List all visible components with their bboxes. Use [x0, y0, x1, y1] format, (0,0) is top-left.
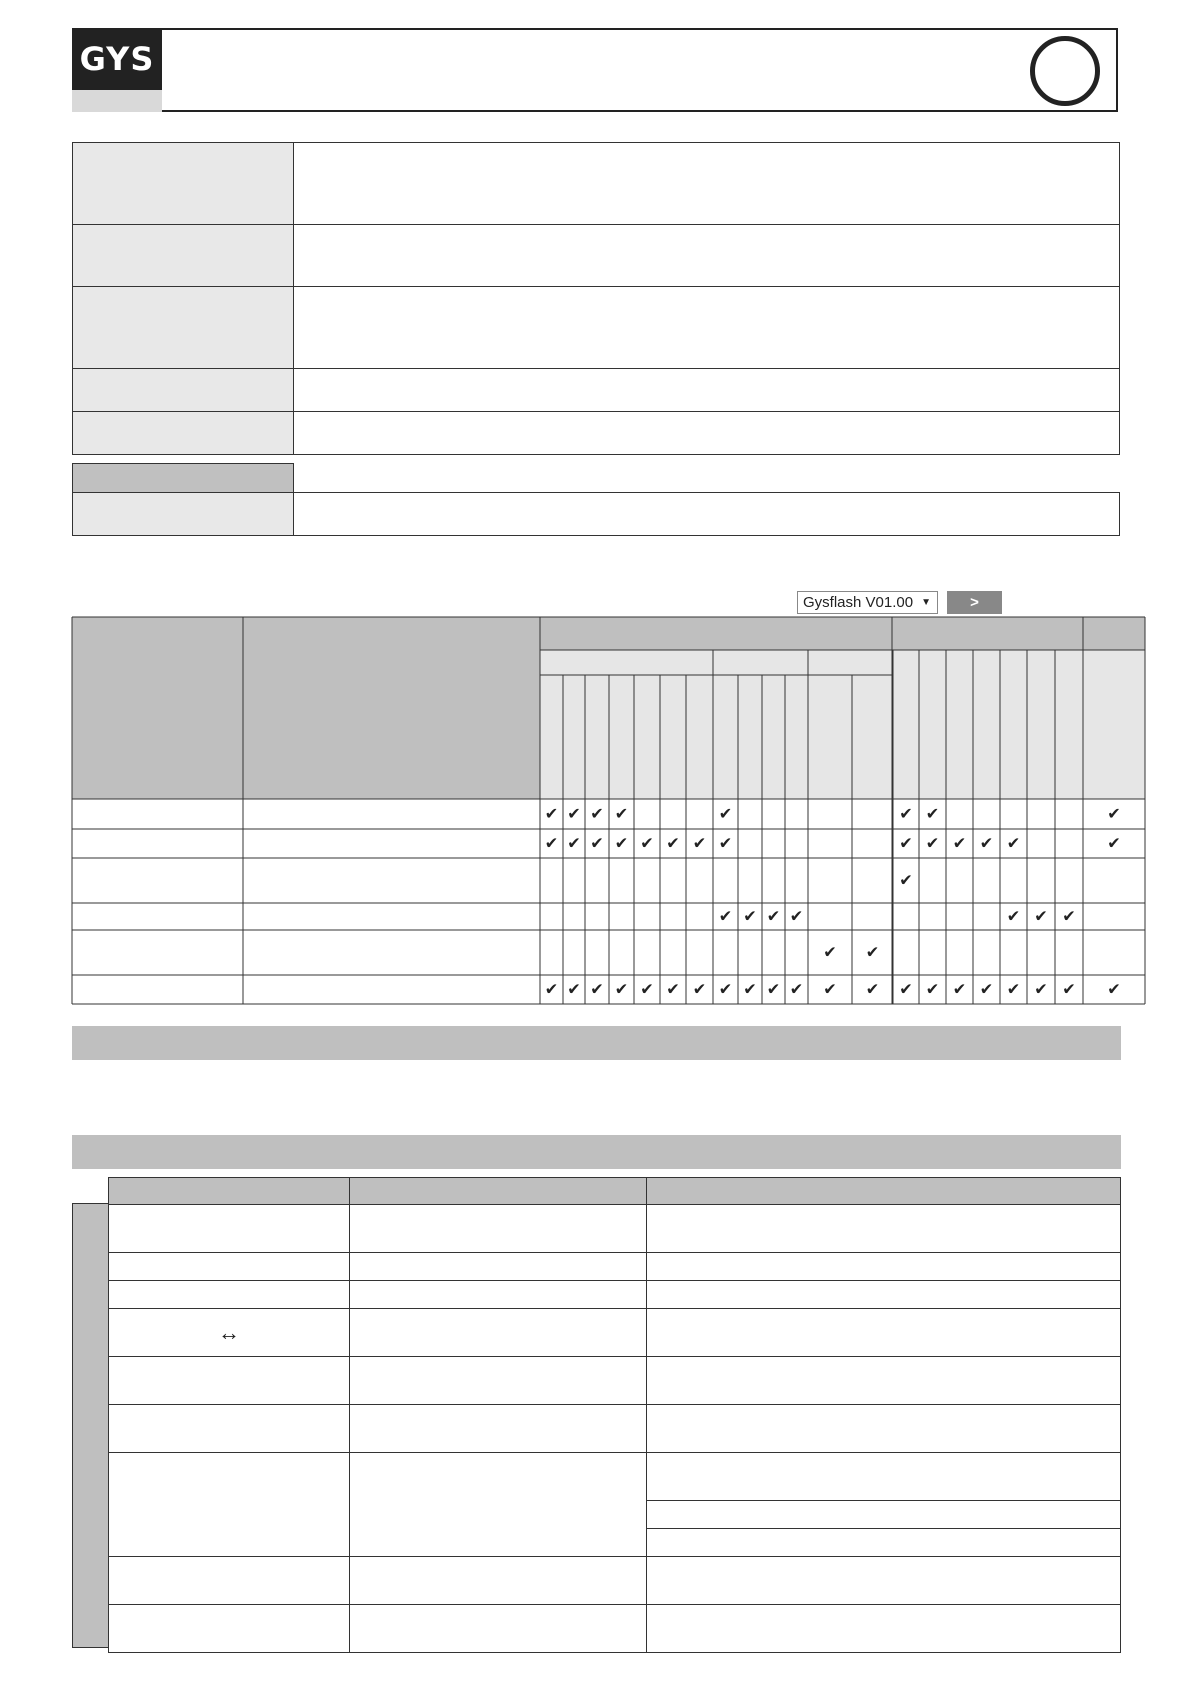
table-cell	[647, 1281, 1121, 1309]
table-cell	[109, 1281, 350, 1309]
logo-text: GYS	[79, 40, 155, 78]
check-mark-icon: ✔	[1107, 979, 1121, 999]
check-mark-icon: ✔	[1062, 906, 1076, 926]
table-cell	[109, 1309, 350, 1357]
table-cell	[350, 1253, 647, 1281]
table-cell	[350, 1309, 647, 1357]
check-mark-icon: ✔	[1006, 979, 1021, 999]
table-cell	[109, 1557, 350, 1605]
check-mark-icon: ✔	[614, 804, 629, 823]
table-cell	[647, 1501, 1121, 1529]
check-mark-icon: ✔	[718, 906, 733, 926]
check-mark-icon: ✔	[567, 833, 581, 853]
check-mark-icon: ✔	[666, 979, 680, 999]
check-mark-icon: ✔	[766, 979, 781, 999]
grid-header-band	[540, 617, 1145, 650]
section-bar	[72, 1026, 1121, 1060]
check-mark-icon: ✔	[865, 979, 880, 999]
table-cell	[647, 1253, 1121, 1281]
check-mark-icon: ✔	[614, 833, 629, 853]
check-mark-icon: ✔	[743, 979, 757, 999]
check-mark-icon: ✔	[979, 979, 994, 999]
version-go-button[interactable]: >	[947, 591, 1002, 614]
check-mark-icon: ✔	[1107, 833, 1121, 853]
check-mark-icon: ✔	[925, 979, 940, 999]
check-mark-icon: ✔	[952, 979, 967, 999]
check-mark-icon: ✔	[544, 804, 559, 823]
column-header	[647, 1178, 1121, 1205]
table-cell	[350, 1405, 647, 1453]
dropdown-arrow-icon: ▼	[921, 597, 931, 608]
check-mark-icon: ✔	[979, 833, 994, 853]
check-mark-icon: ✔	[692, 833, 707, 853]
check-mark-icon: ✔	[743, 906, 757, 926]
table-cell	[109, 1205, 350, 1253]
column-header	[109, 1178, 350, 1205]
table-cell	[647, 1557, 1121, 1605]
check-mark-icon: ✔	[1107, 804, 1121, 823]
check-mark-icon: ✔	[590, 979, 604, 999]
check-mark-icon: ✔	[666, 833, 680, 853]
check-mark-icon: ✔	[640, 833, 654, 853]
table-cell	[109, 1357, 350, 1405]
check-mark-icon: ✔	[692, 979, 707, 999]
table-cell	[350, 1605, 647, 1653]
check-mark-icon: ✔	[1034, 906, 1048, 926]
table-cell	[109, 1253, 350, 1281]
check-mark-icon: ✔	[925, 833, 940, 853]
check-mark-icon: ✔	[766, 906, 781, 926]
table-cell	[647, 1453, 1121, 1501]
table-cell	[647, 1405, 1121, 1453]
table-cell	[350, 1453, 647, 1557]
check-mark-icon: ✔	[899, 979, 913, 999]
grid-header-bg	[72, 617, 540, 799]
check-mark-icon: ✔	[567, 979, 581, 999]
table-cell	[647, 1605, 1121, 1653]
version-select-value: Gysflash V01.00	[803, 594, 914, 611]
table-cell	[647, 1529, 1121, 1557]
table-cell	[109, 1605, 350, 1653]
check-mark-icon: ✔	[925, 804, 940, 823]
table-cell	[647, 1205, 1121, 1253]
check-mark-icon: ✔	[567, 804, 581, 823]
table-cell	[350, 1557, 647, 1605]
check-mark-icon: ✔	[1006, 906, 1021, 926]
check-mark-icon: ✔	[544, 833, 559, 853]
check-mark-icon: ✔	[899, 833, 913, 853]
check-mark-icon: ✔	[640, 979, 654, 999]
table-cell	[647, 1309, 1121, 1357]
check-mark-icon: ✔	[1062, 979, 1076, 999]
table-cell	[109, 1453, 350, 1557]
check-mark-icon: ✔	[1034, 979, 1048, 999]
check-mark-icon: ✔	[865, 942, 880, 962]
check-mark-icon: ✔	[1006, 833, 1021, 853]
check-mark-icon: ✔	[823, 942, 837, 962]
parameter-table	[108, 1177, 1121, 1653]
bidirectional-arrow-icon: ↔	[218, 1319, 240, 1345]
check-mark-icon: ✔	[544, 979, 559, 999]
check-mark-icon: ✔	[718, 833, 733, 853]
section-bar	[72, 1135, 1121, 1169]
check-mark-icon: ✔	[823, 979, 837, 999]
table-cell	[647, 1357, 1121, 1405]
row-index-column	[72, 1203, 109, 1648]
check-mark-icon: ✔	[590, 833, 604, 853]
table-cell	[350, 1205, 647, 1253]
check-mark-icon: ✔	[718, 979, 733, 999]
column-header	[350, 1178, 647, 1205]
grid-subheader-band	[540, 650, 892, 675]
table-cell	[350, 1281, 647, 1309]
check-mark-icon: ✔	[899, 870, 913, 890]
check-mark-icon: ✔	[789, 979, 804, 999]
check-mark-icon: ✔	[718, 804, 733, 823]
check-mark-icon: ✔	[789, 906, 804, 926]
table-cell	[350, 1357, 647, 1405]
table-cell	[109, 1405, 350, 1453]
check-mark-icon: ✔	[614, 979, 629, 999]
check-mark-icon: ✔	[590, 804, 604, 823]
check-mark-icon: ✔	[952, 833, 967, 853]
check-mark-icon: ✔	[899, 804, 913, 823]
